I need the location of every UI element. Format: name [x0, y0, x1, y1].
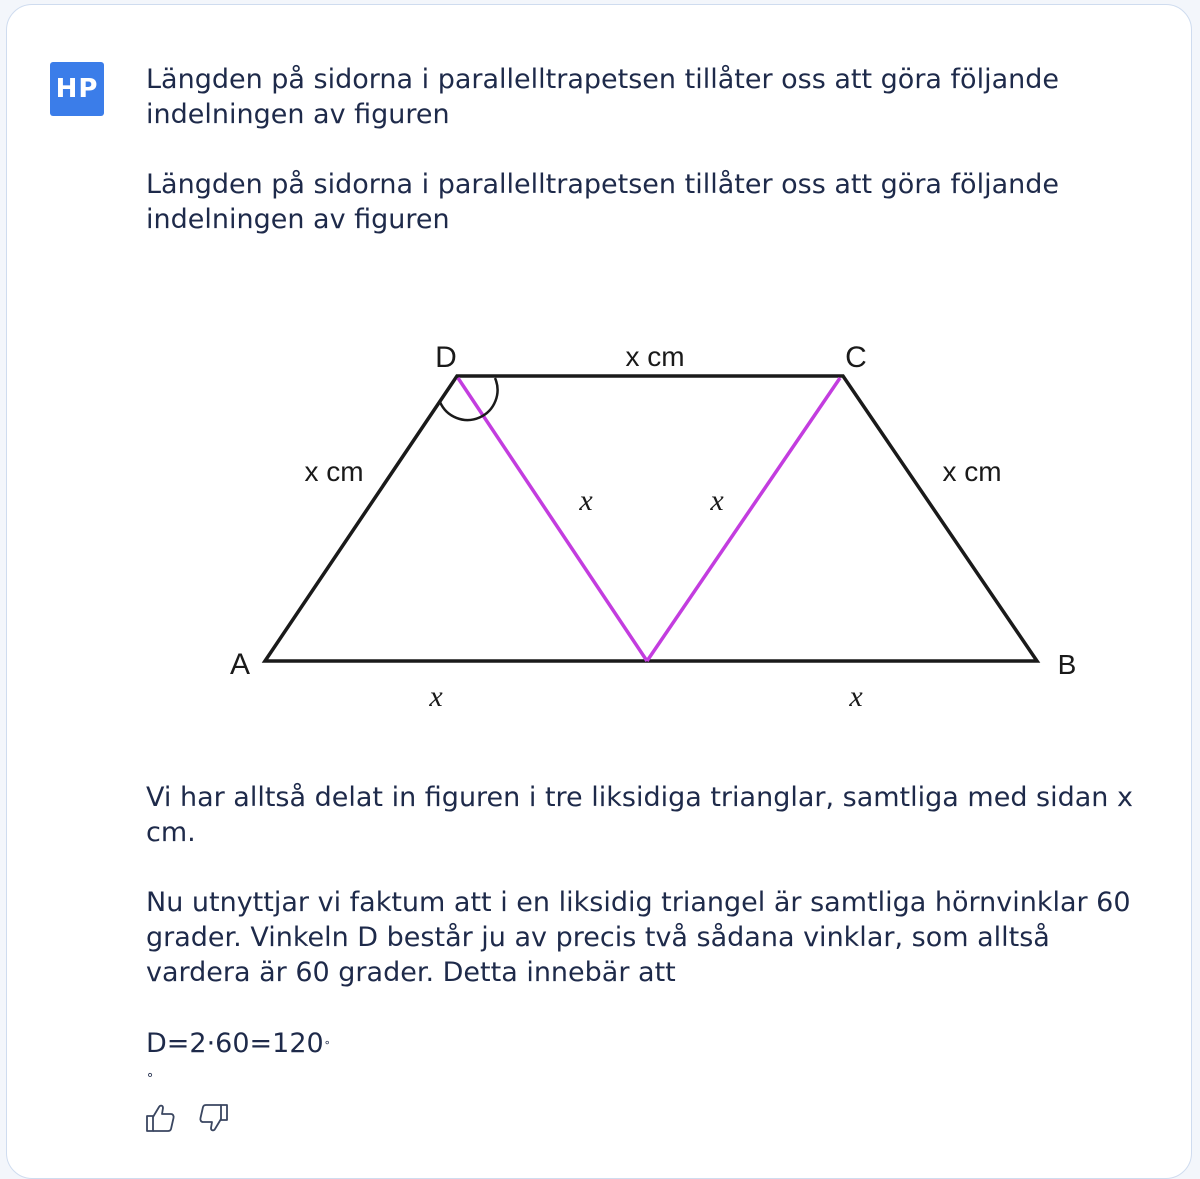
inner-line-right — [647, 378, 840, 661]
side-label-inner-left: x — [579, 484, 593, 517]
side-label-inner-right: x — [710, 484, 724, 517]
paragraph-intro-1: Längden på sidorna i parallelltrapetsen tillåter oss att göra följande indelningen av figuren — [146, 64, 1059, 130]
message-content — [146, 62, 1156, 237]
side-label-bottom-left: x — [429, 680, 443, 713]
angle-arc-d — [440, 378, 498, 420]
trapezoid-figure — [220, 330, 1100, 720]
thumbs-down-icon — [196, 1102, 230, 1134]
side-label-top: x cm — [625, 341, 685, 372]
vertex-label-c: C — [845, 341, 867, 374]
inner-line-left — [458, 378, 647, 661]
paragraph-conclusion: Vi har alltså delat in figuren i tre liksidiga trianglar, samtliga med sidan x cm. — [146, 782, 1133, 848]
message-content-continued — [146, 780, 1156, 990]
trapezoid-outline — [265, 376, 1037, 661]
equation-text: D=2·60=120 — [146, 1028, 324, 1059]
vertex-label-b: B — [1057, 649, 1077, 680]
trailing-degree-symbol: ∘ — [146, 1068, 155, 1083]
equation — [146, 1026, 331, 1066]
side-label-left: x cm — [304, 456, 364, 487]
side-label-right: x cm — [942, 456, 1002, 487]
avatar: HP — [50, 62, 104, 116]
thumbs-down-button[interactable] — [196, 1102, 230, 1134]
feedback-bar — [144, 1102, 230, 1134]
paragraph-intro-2: Längden på sidorna i parallelltrapetsen tillåter oss att göra följande indelningen av figuren — [146, 169, 1059, 235]
thumbs-up-icon — [144, 1102, 178, 1134]
degree-symbol: ∘ — [323, 1036, 331, 1049]
vertex-label-a: A — [229, 648, 251, 681]
paragraph-explanation: Nu utnyttjar vi faktum att i en liksidig triangel är samtliga hörnvinklar 60 grader. Vinkeln D består ju av precis två sådana vinklar, som alltså vardera är 60 grader. Detta innebär att — [146, 887, 1131, 988]
side-label-bottom-right: x — [849, 680, 863, 713]
vertex-label-d: D — [435, 341, 457, 374]
thumbs-up-button[interactable] — [144, 1102, 178, 1134]
